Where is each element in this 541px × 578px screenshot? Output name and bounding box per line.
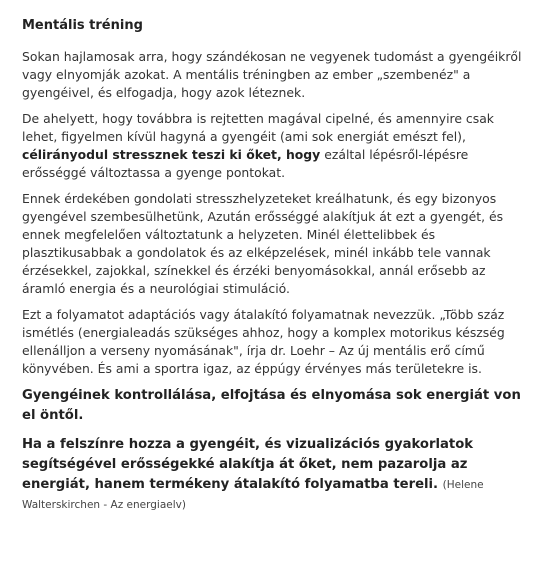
paragraph-2-text-c: ezáltal lépésről-lépésre erősséggé változtassa a gyenge pontokat.	[22, 147, 469, 180]
source-citation: (Helene Walterskirchen - Az energiaelv)	[22, 479, 484, 511]
paragraph-2-emphasis: célirányodul stressznek teszi ki őket, hogy	[22, 147, 321, 162]
paragraph-6	[22, 435, 523, 515]
article-title: Mentális tréning	[22, 18, 143, 33]
paragraph-1: Sokan hajlamosak arra, hogy szándékosan ne vegyenek tudomást a gyengéikről vagy elnyomják azokat. A mentális tréningben az ember „szembenéz" a gyengéivel, és elfogadja, hogy azok léteznek.	[22, 49, 522, 100]
paragraph-2	[22, 110, 523, 182]
paragraph-4: Ezt a folyamatot adaptációs vagy átalakító folyamatnak nevezzük. „Több száz ismétlés (energialeadás szükséges ahhoz, hogy a komplex motorikus készség ellenálljon a verseny nyomásának", írja dr. Loehr – Az új mentális erő című könyvében. És ami a sportra igaz, az éppúgy érvényes más területekre is.	[22, 307, 505, 376]
paragraph-3: Ennek érdekében gondolati stresszhelyzeteket kreálhatunk, és egy bizonyos gyengével szembesülhetünk, Azután erősséggé alakítjuk át ezt a gyengét, és ennek megfelelően változtatunk a helyzeten. Minél élettelibbek és plasztikusabbak a gondolatok és az elképzelések, minél inkább tele vannak érzésekkel, zajokkal, színekkel és érzéki benyomásokkal, annál erősebb az áramló energia és a neurológiai stimuláció.	[22, 191, 504, 296]
paragraph-2-text-a: De ahelyett, hogy továbbra is rejtetten magával cipelné, és amennyire csak lehet, figyelmen kívül hagyná a gyengéit (ami sok energiát emészt fel),	[22, 111, 494, 144]
paragraph-5: Gyengéinek kontrollálása, elfojtása és elnyomása sok energiát von el öntől.	[22, 388, 521, 423]
paragraph-6-text: Ha a felszínre hozza a gyengéit, és vizualizációs gyakorlatok segítségével erősségekké alakítja át őket, nem pazarolja az energiát, hanem termékeny átalakító folyamatba tereli.	[22, 437, 474, 492]
